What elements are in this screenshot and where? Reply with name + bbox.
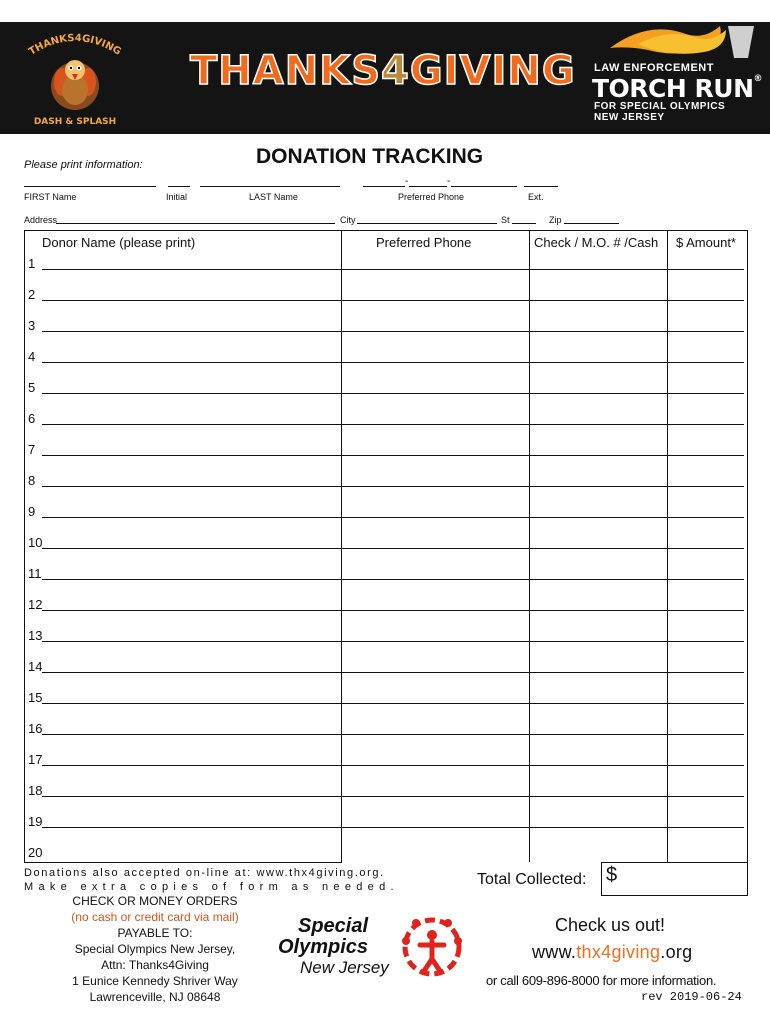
header-banner <box>0 22 770 134</box>
col-header-check: Check / M.O. # /Cash <box>534 235 659 250</box>
table-row[interactable] <box>42 393 744 394</box>
special-olympics-logo-text: Special Olympics New Jersey <box>278 915 389 977</box>
table-row[interactable] <box>42 610 744 611</box>
please-print-instruction: Please print information: <box>24 159 143 171</box>
phone-dash: - <box>405 176 409 187</box>
row-number: 15 <box>28 690 43 705</box>
row-number: 11 <box>28 566 42 581</box>
col-header-amount: $ Amount* <box>676 235 736 250</box>
table-row[interactable] <box>42 827 744 828</box>
total-collected-label: Total Collected: <box>477 871 587 888</box>
city-field[interactable] <box>357 223 497 224</box>
torch-run-line1: LAW ENFORCEMENT <box>594 62 714 74</box>
initial-label: Initial <box>166 192 188 202</box>
table-row[interactable] <box>42 455 744 456</box>
total-collected-field[interactable] <box>601 862 748 896</box>
col-header-phone: Preferred Phone <box>376 235 472 250</box>
address-label: Address <box>24 215 58 225</box>
table-divider <box>341 230 342 862</box>
row-number: 5 <box>28 380 36 395</box>
row-number: 6 <box>28 411 36 426</box>
phone-area-field[interactable] <box>363 186 405 187</box>
row-number: 9 <box>28 504 36 519</box>
row-number: 16 <box>28 721 43 736</box>
table-border-left <box>24 230 25 862</box>
row-number: 2 <box>28 287 36 302</box>
row-number: 4 <box>28 349 36 364</box>
ext-field[interactable] <box>524 186 558 187</box>
phone-prefix-field[interactable] <box>409 186 447 187</box>
phone-dash: - <box>447 176 451 187</box>
table-row[interactable] <box>42 269 744 270</box>
zip-field[interactable] <box>564 223 619 224</box>
last-name-field[interactable] <box>200 186 340 187</box>
row-number: 13 <box>28 628 43 643</box>
col-header-donor-name: Donor Name (please print) <box>42 235 196 250</box>
row-number: 14 <box>28 659 43 674</box>
table-bottom-border <box>24 862 342 863</box>
table-row[interactable] <box>42 424 744 425</box>
row-number: 8 <box>28 473 36 488</box>
online-donation-note: Donations also accepted on-line at: www.thx4giving.org. Make extra copies of form as needed. <box>24 867 399 893</box>
address-field[interactable] <box>56 223 335 224</box>
st-label: St <box>501 215 510 225</box>
thanks4giving-turkey-logo <box>20 30 130 130</box>
dollar-sign: $ <box>606 864 618 886</box>
phone-label: Preferred Phone <box>398 192 465 202</box>
table-row[interactable] <box>42 362 744 363</box>
ext-label: Ext. <box>528 192 544 202</box>
table-divider <box>529 230 530 862</box>
brand-title: THANKS4GIVING <box>190 48 576 94</box>
table-row[interactable] <box>42 548 744 549</box>
table-row[interactable] <box>42 517 744 518</box>
table-row[interactable] <box>42 486 744 487</box>
table-row[interactable] <box>42 765 744 766</box>
table-row[interactable] <box>42 331 744 332</box>
row-number: 20 <box>28 845 43 860</box>
logo-subtext: DASH & SPLASH <box>33 117 117 127</box>
website-link[interactable]: www.thx4giving.org <box>532 942 693 962</box>
logo-arc-text: THANKS4GIVING <box>27 32 123 58</box>
flame-icon <box>608 18 758 64</box>
row-number: 10 <box>28 535 43 550</box>
table-divider <box>667 230 668 862</box>
row-number: 1 <box>28 256 36 271</box>
table-border-right <box>747 230 748 862</box>
table-row[interactable] <box>42 734 744 735</box>
table-top-border <box>24 230 748 231</box>
first-name-label: FIRST Name <box>24 192 77 202</box>
table-row[interactable] <box>42 641 744 642</box>
row-number: 17 <box>28 752 43 767</box>
page-title: DONATION TRACKING <box>256 145 484 168</box>
table-row[interactable] <box>42 703 744 704</box>
city-label: City <box>340 215 356 225</box>
torch-run-subtitle: FOR SPECIAL OLYMPICS NEW JERSEY <box>594 101 726 123</box>
table-row[interactable] <box>42 579 744 580</box>
row-number: 7 <box>28 442 36 457</box>
initial-field[interactable] <box>168 186 190 187</box>
row-number: 18 <box>28 783 43 798</box>
torch-run-logo <box>588 30 763 130</box>
table-row[interactable] <box>42 796 744 797</box>
torch-run-title: TORCH RUN® <box>592 74 763 103</box>
first-name-field[interactable] <box>24 186 156 187</box>
row-number: 19 <box>28 814 43 829</box>
state-field[interactable] <box>512 223 536 224</box>
table-row[interactable] <box>42 672 744 673</box>
phone-number-field[interactable] <box>451 186 517 187</box>
row-number: 12 <box>28 597 43 612</box>
zip-label: Zip <box>549 215 562 225</box>
payable-to-block: CHECK OR MONEY ORDERS (no cash or credit card via mail) PAYABLE TO: Special Olympics New Jersey, Attn: Thanks4Giving 1 Eunice Kennedy Shriver Way Lawrenceville, NJ 08648 <box>71 894 239 1004</box>
last-name-label: LAST Name <box>249 192 298 202</box>
call-for-info: or call 609-896-8000 for more information. <box>486 973 717 988</box>
revision-date: rev 2019-06-24 <box>641 990 742 1004</box>
special-olympics-icon <box>398 911 466 981</box>
row-number: 3 <box>28 318 36 333</box>
table-row[interactable] <box>42 300 744 301</box>
check-us-out-text: Check us out! <box>555 915 666 935</box>
